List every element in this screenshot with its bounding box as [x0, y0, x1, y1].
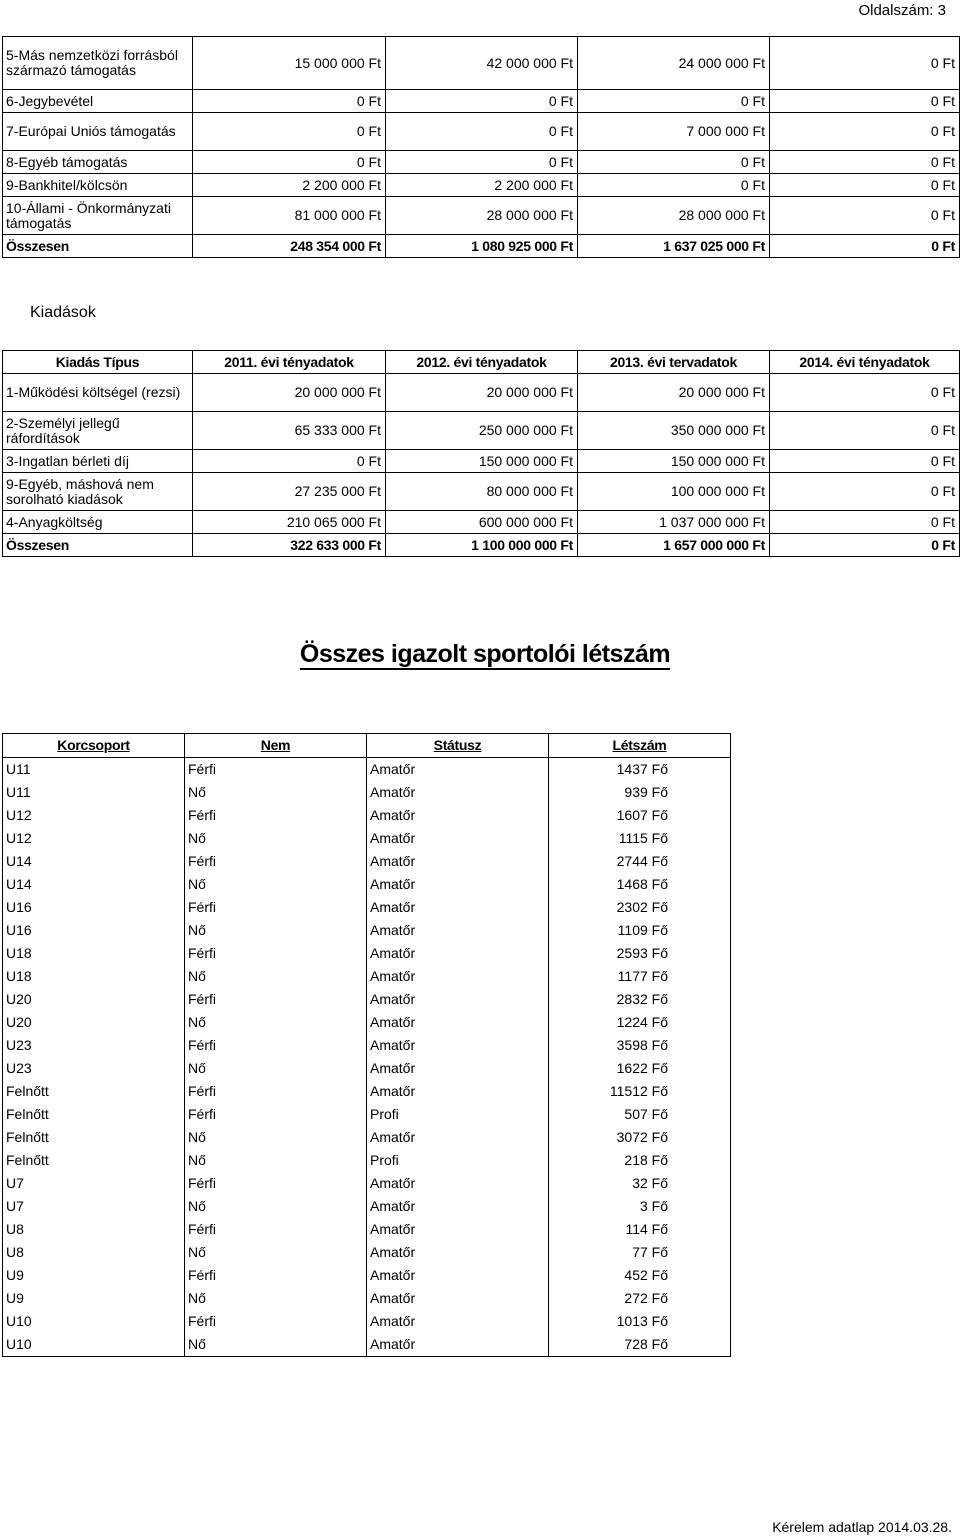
row-label: 5-Más nemzetközi forrásból származó támogatás: [3, 37, 193, 90]
page-number: Oldalszám: 3: [858, 2, 946, 19]
status-cell: Amatőr: [367, 827, 549, 850]
age-group-cell: U11: [3, 781, 185, 804]
gender-cell: Nő: [185, 1126, 367, 1149]
total-2013: 1 657 000 000 Ft: [578, 534, 770, 557]
gender-cell: Férfi: [185, 758, 367, 782]
value-2014: 0 Ft: [770, 90, 960, 113]
gender-cell: Nő: [185, 873, 367, 896]
total-2011: 322 633 000 Ft: [193, 534, 386, 557]
table-row: [3, 174, 960, 197]
value-2013: 0 Ft: [578, 90, 770, 113]
count-cell: 77 Fő: [549, 1241, 731, 1264]
column-header: Státusz: [367, 734, 549, 758]
value-2014: 0 Ft: [770, 174, 960, 197]
gender-cell: Nő: [185, 965, 367, 988]
value-2013: 1 037 000 000 Ft: [578, 511, 770, 534]
status-cell: Amatőr: [367, 919, 549, 942]
value-2012: 0 Ft: [386, 151, 578, 174]
status-cell: Amatőr: [367, 1241, 549, 1264]
column-header: Nem: [185, 734, 367, 758]
table-row: [3, 1057, 731, 1080]
status-cell: Amatőr: [367, 781, 549, 804]
table-row: [3, 473, 960, 511]
value-2014: 0 Ft: [770, 113, 960, 151]
age-group-cell: U12: [3, 827, 185, 850]
status-cell: Amatőr: [367, 1126, 549, 1149]
table-row: [3, 37, 960, 90]
status-cell: Amatőr: [367, 1264, 549, 1287]
age-group-cell: Felnőtt: [3, 1103, 185, 1126]
table-row: [3, 412, 960, 450]
total-2011: 248 354 000 Ft: [193, 235, 386, 258]
table-row: [3, 873, 731, 896]
value-2014: 0 Ft: [770, 197, 960, 235]
gender-cell: Férfi: [185, 1103, 367, 1126]
gender-cell: Férfi: [185, 850, 367, 873]
count-cell: 1115 Fő: [549, 827, 731, 850]
gender-cell: Nő: [185, 1195, 367, 1218]
count-cell: 1109 Fő: [549, 919, 731, 942]
athletes-table: [2, 733, 731, 1357]
age-group-cell: U7: [3, 1195, 185, 1218]
count-cell: 1622 Fő: [549, 1057, 731, 1080]
table-row: [3, 450, 960, 473]
table-row: [3, 804, 731, 827]
count-cell: 218 Fő: [549, 1149, 731, 1172]
gender-cell: Nő: [185, 1241, 367, 1264]
status-cell: Amatőr: [367, 1057, 549, 1080]
count-cell: 1607 Fő: [549, 804, 731, 827]
count-cell: 2832 Fő: [549, 988, 731, 1011]
row-label: 3-Ingatlan bérleti díj: [3, 450, 193, 473]
value-2011: 2 200 000 Ft: [193, 174, 386, 197]
value-2011: 15 000 000 Ft: [193, 37, 386, 90]
value-2012: 250 000 000 Ft: [386, 412, 578, 450]
value-2011: 0 Ft: [193, 90, 386, 113]
count-cell: 728 Fő: [549, 1333, 731, 1357]
table-row: [3, 1126, 731, 1149]
table-row: [3, 1034, 731, 1057]
athletes-title: [0, 640, 960, 669]
gender-cell: Férfi: [185, 1080, 367, 1103]
table-row: [3, 1218, 731, 1241]
count-cell: 11512 Fő: [549, 1080, 731, 1103]
total-2013: 1 637 025 000 Ft: [578, 235, 770, 258]
table-row: [3, 1310, 731, 1333]
count-cell: 939 Fő: [549, 781, 731, 804]
age-group-cell: U9: [3, 1264, 185, 1287]
count-cell: 2593 Fő: [549, 942, 731, 965]
status-cell: Amatőr: [367, 1218, 549, 1241]
value-2012: 0 Ft: [386, 113, 578, 151]
status-cell: Amatőr: [367, 804, 549, 827]
gender-cell: Nő: [185, 1011, 367, 1034]
table-row: [3, 896, 731, 919]
table-row: [3, 511, 960, 534]
gender-cell: Férfi: [185, 1264, 367, 1287]
total-2014: 0 Ft: [770, 534, 960, 557]
value-2014: 0 Ft: [770, 473, 960, 511]
table-row: [3, 758, 731, 782]
row-label: 4-Anyagköltség: [3, 511, 193, 534]
age-group-cell: U10: [3, 1310, 185, 1333]
count-cell: 452 Fő: [549, 1264, 731, 1287]
table-row: [3, 942, 731, 965]
count-cell: 507 Fő: [549, 1103, 731, 1126]
total-row: [3, 235, 960, 258]
value-2011: 0 Ft: [193, 151, 386, 174]
age-group-cell: Felnőtt: [3, 1149, 185, 1172]
total-label: Összesen: [3, 235, 193, 258]
table-row: [3, 1172, 731, 1195]
value-2013: 20 000 000 Ft: [578, 374, 770, 412]
status-cell: Amatőr: [367, 1080, 549, 1103]
table-row: [3, 1195, 731, 1218]
value-2011: 0 Ft: [193, 113, 386, 151]
table-header-row: [3, 734, 731, 758]
age-group-cell: U23: [3, 1057, 185, 1080]
age-group-cell: U8: [3, 1241, 185, 1264]
gender-cell: Nő: [185, 1287, 367, 1310]
gender-cell: Nő: [185, 1333, 367, 1357]
footer-text: Kérelem adatlap 2014.03.28.: [772, 1519, 952, 1535]
count-cell: 114 Fő: [549, 1218, 731, 1241]
value-2014: 0 Ft: [770, 412, 960, 450]
column-header: 2014. évi tényadatok: [770, 351, 960, 374]
age-group-cell: U12: [3, 804, 185, 827]
status-cell: Amatőr: [367, 1034, 549, 1057]
row-label: 6-Jegybevétel: [3, 90, 193, 113]
count-cell: 272 Fő: [549, 1287, 731, 1310]
table-row: [3, 113, 960, 151]
value-2012: 2 200 000 Ft: [386, 174, 578, 197]
value-2013: 150 000 000 Ft: [578, 450, 770, 473]
table-row: [3, 1149, 731, 1172]
status-cell: Amatőr: [367, 942, 549, 965]
status-cell: Amatőr: [367, 850, 549, 873]
gender-cell: Férfi: [185, 1310, 367, 1333]
status-cell: Amatőr: [367, 1172, 549, 1195]
count-cell: 2302 Fő: [549, 896, 731, 919]
status-cell: Amatőr: [367, 758, 549, 782]
table-row: [3, 919, 731, 942]
gender-cell: Férfi: [185, 942, 367, 965]
table-row: [3, 965, 731, 988]
gender-cell: Férfi: [185, 1218, 367, 1241]
table-row: [3, 1103, 731, 1126]
value-2012: 28 000 000 Ft: [386, 197, 578, 235]
table-row: [3, 151, 960, 174]
count-cell: 32 Fő: [549, 1172, 731, 1195]
gender-cell: Nő: [185, 1057, 367, 1080]
age-group-cell: U14: [3, 850, 185, 873]
value-2012: 150 000 000 Ft: [386, 450, 578, 473]
column-header: 2011. évi tényadatok: [193, 351, 386, 374]
row-label: 10-Állami - Önkormányzati támogatás: [3, 197, 193, 235]
column-header: Korcsoport: [3, 734, 185, 758]
value-2014: 0 Ft: [770, 450, 960, 473]
gender-cell: Nő: [185, 919, 367, 942]
total-row: [3, 534, 960, 557]
gender-cell: Nő: [185, 781, 367, 804]
table-row: [3, 1287, 731, 1310]
row-label: 9-Bankhitel/kölcsön: [3, 174, 193, 197]
value-2014: 0 Ft: [770, 374, 960, 412]
table-row: [3, 988, 731, 1011]
age-group-cell: U18: [3, 942, 185, 965]
value-2013: 28 000 000 Ft: [578, 197, 770, 235]
value-2013: 7 000 000 Ft: [578, 113, 770, 151]
age-group-cell: Felnőtt: [3, 1126, 185, 1149]
value-2014: 0 Ft: [770, 151, 960, 174]
status-cell: Amatőr: [367, 1011, 549, 1034]
gender-cell: Férfi: [185, 1034, 367, 1057]
age-group-cell: Felnőtt: [3, 1080, 185, 1103]
row-label: 9-Egyéb, máshová nem sorolható kiadások: [3, 473, 193, 511]
total-2014: 0 Ft: [770, 235, 960, 258]
table-row: [3, 90, 960, 113]
count-cell: 3072 Fő: [549, 1126, 731, 1149]
count-cell: 1437 Fő: [549, 758, 731, 782]
athletes-table-body: [3, 758, 731, 1357]
value-2014: 0 Ft: [770, 511, 960, 534]
column-header: 2012. évi tényadatok: [386, 351, 578, 374]
row-label: 1-Működési költségel (rezsi): [3, 374, 193, 412]
gender-cell: Férfi: [185, 988, 367, 1011]
column-header: 2013. évi tervadatok: [578, 351, 770, 374]
row-label: 2-Személyi jellegű ráfordítások: [3, 412, 193, 450]
athletes-title-text: Összes igazolt sportolói létszám: [299, 640, 671, 668]
value-2013: 0 Ft: [578, 151, 770, 174]
value-2012: 80 000 000 Ft: [386, 473, 578, 511]
value-2012: 42 000 000 Ft: [386, 37, 578, 90]
age-group-cell: U23: [3, 1034, 185, 1057]
age-group-cell: U11: [3, 758, 185, 782]
status-cell: Amatőr: [367, 873, 549, 896]
table-row: [3, 1241, 731, 1264]
table-row: [3, 1080, 731, 1103]
age-group-cell: U20: [3, 1011, 185, 1034]
gender-cell: Férfi: [185, 1172, 367, 1195]
total-2012: 1 080 925 000 Ft: [386, 235, 578, 258]
value-2014: 0 Ft: [770, 37, 960, 90]
value-2011: 0 Ft: [193, 450, 386, 473]
expense-table: [2, 350, 960, 557]
age-group-cell: U16: [3, 896, 185, 919]
gender-cell: Nő: [185, 827, 367, 850]
table-row: [3, 827, 731, 850]
status-cell: Profi: [367, 1149, 549, 1172]
status-cell: Amatőr: [367, 896, 549, 919]
value-2012: 600 000 000 Ft: [386, 511, 578, 534]
status-cell: Amatőr: [367, 1287, 549, 1310]
value-2011: 210 065 000 Ft: [193, 511, 386, 534]
value-2011: 20 000 000 Ft: [193, 374, 386, 412]
total-label: Összesen: [3, 534, 193, 557]
count-cell: 1468 Fő: [549, 873, 731, 896]
status-cell: Amatőr: [367, 965, 549, 988]
value-2011: 65 333 000 Ft: [193, 412, 386, 450]
status-cell: Profi: [367, 1103, 549, 1126]
value-2012: 0 Ft: [386, 90, 578, 113]
age-group-cell: U18: [3, 965, 185, 988]
status-cell: Amatőr: [367, 988, 549, 1011]
table-row: [3, 781, 731, 804]
count-cell: 3 Fő: [549, 1195, 731, 1218]
age-group-cell: U7: [3, 1172, 185, 1195]
table-row: [3, 1264, 731, 1287]
row-label: 7-Európai Uniós támogatás: [3, 113, 193, 151]
count-cell: 1177 Fő: [549, 965, 731, 988]
column-header: Létszám: [549, 734, 731, 758]
value-2013: 350 000 000 Ft: [578, 412, 770, 450]
table-row: [3, 1333, 731, 1357]
value-2013: 24 000 000 Ft: [578, 37, 770, 90]
table-row: [3, 1011, 731, 1034]
value-2011: 27 235 000 Ft: [193, 473, 386, 511]
count-cell: 2744 Fő: [549, 850, 731, 873]
table-row: [3, 374, 960, 412]
value-2011: 81 000 000 Ft: [193, 197, 386, 235]
age-group-cell: U10: [3, 1333, 185, 1357]
column-header: Kiadás Típus: [3, 351, 193, 374]
count-cell: 1013 Fő: [549, 1310, 731, 1333]
income-table: [2, 36, 960, 258]
total-2012: 1 100 000 000 Ft: [386, 534, 578, 557]
count-cell: 1224 Fő: [549, 1011, 731, 1034]
count-cell: 3598 Fő: [549, 1034, 731, 1057]
value-2013: 0 Ft: [578, 174, 770, 197]
value-2013: 100 000 000 Ft: [578, 473, 770, 511]
value-2012: 20 000 000 Ft: [386, 374, 578, 412]
row-label: 8-Egyéb támogatás: [3, 151, 193, 174]
gender-cell: Nő: [185, 1149, 367, 1172]
gender-cell: Férfi: [185, 896, 367, 919]
age-group-cell: U8: [3, 1218, 185, 1241]
table-header-row: [3, 351, 960, 374]
age-group-cell: U20: [3, 988, 185, 1011]
age-group-cell: U9: [3, 1287, 185, 1310]
expense-section-title: Kiadások: [30, 304, 96, 321]
age-group-cell: U16: [3, 919, 185, 942]
age-group-cell: U14: [3, 873, 185, 896]
table-row: [3, 197, 960, 235]
status-cell: Amatőr: [367, 1310, 549, 1333]
status-cell: Amatőr: [367, 1195, 549, 1218]
table-row: [3, 850, 731, 873]
gender-cell: Férfi: [185, 804, 367, 827]
status-cell: Amatőr: [367, 1333, 549, 1357]
